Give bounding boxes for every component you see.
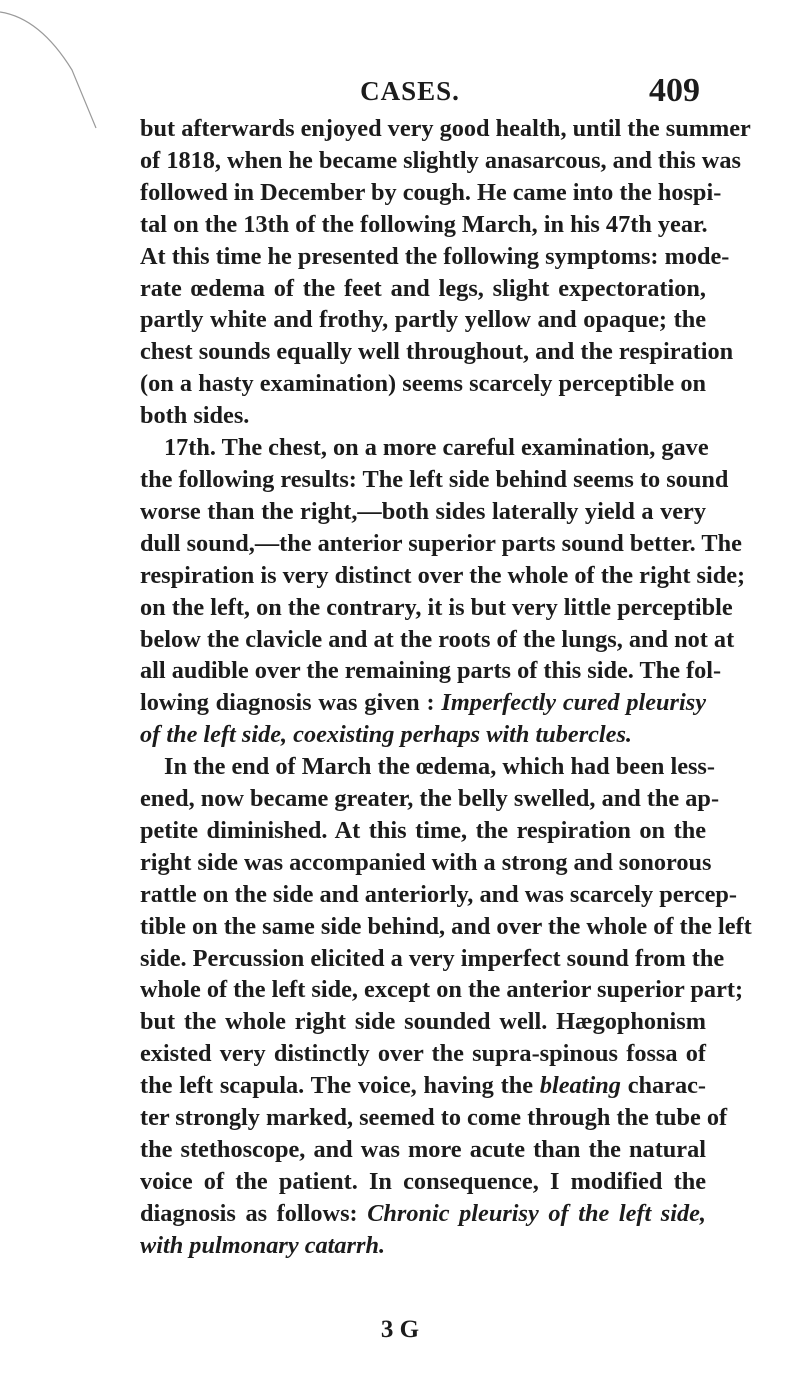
text-line: worse than the right,—both sides laterally yield a very <box>140 497 706 525</box>
running-head: CASES. <box>360 76 460 106</box>
text-line: rate œdema of the feet and legs, slight expectoration, <box>140 274 706 302</box>
diagnosis-italic: of the left side, coexisting perhaps with tubercles. <box>140 721 633 749</box>
text-line: on the left, on the contrary, it is but very little perceptible <box>140 593 733 621</box>
text-line: side. Percussion elicited a very imperfect sound from the <box>140 944 725 972</box>
text-line: In the end of March the œdema, which had been less- <box>164 753 715 781</box>
diagnosis-italic: with pulmonary catarrh. <box>140 1231 386 1259</box>
text-line: 17th. The chest, on a more careful examination, gave <box>164 434 709 462</box>
text-line: all audible over the remaining parts of this side. The fol- <box>140 657 722 685</box>
text-line <box>140 1070 706 1102</box>
text-line: respiration is very distinct over the whole of the right side; <box>140 561 746 589</box>
text-line: the following results: The left side behind seems to sound <box>140 465 729 493</box>
text-line: tible on the same side behind, and over the whole of the left <box>140 912 752 940</box>
text-line: partly white and frothy, partly yellow and opaque; the <box>140 306 706 334</box>
text-line: tal on the 13th of the following March, in his 47th year. <box>140 210 708 238</box>
text-line <box>140 1198 706 1230</box>
text-line: followed in December by cough. He came into the hospi- <box>140 178 722 206</box>
text-line: of 1818, when he became slightly anasarcous, and this was <box>140 146 741 174</box>
scan-crease-mark <box>0 0 120 130</box>
diagnosis-italic: Imperfectly cured pleurisy <box>441 689 707 717</box>
text-line: ter strongly marked, seemed to come through the tube of <box>140 1104 728 1132</box>
diagnosis-italic: Chronic pleurisy of the left side, <box>367 1199 706 1227</box>
text-line: right side was accompanied with a strong and sonorous <box>140 848 712 876</box>
text-run: diagnosis as follows: <box>140 1199 358 1227</box>
text-line: but afterwards enjoyed very good health, until the summer <box>140 115 751 142</box>
text-line: whole of the left side, except on the anterior superior part; <box>140 976 744 1004</box>
text-line: the stethoscope, and was more acute than the natural <box>140 1136 706 1163</box>
text-line: (on a hasty examination) seems scarcely perceptible on <box>140 370 706 398</box>
text-line: At this time he presented the following symptoms: mode- <box>140 242 730 270</box>
text-line: rattle on the side and anteriorly, and was scarcely percep- <box>140 880 738 908</box>
text-run: the left scapula. The voice, having the <box>140 1072 533 1100</box>
text-line: chest sounds equally well throughout, and the respiration <box>140 338 734 366</box>
text-line: voice of the patient. In consequence, I modified the <box>140 1167 706 1195</box>
text-run: lowing diagnosis was given : <box>140 689 435 717</box>
text-line <box>140 687 706 719</box>
body-text <box>140 113 752 1262</box>
text-line: dull sound,—the anterior superior parts sound better. The <box>140 529 742 557</box>
inline-italic: bleating <box>539 1072 621 1100</box>
page-number: 409 <box>649 72 700 109</box>
text-line <box>140 1230 706 1262</box>
page-header <box>140 72 700 116</box>
text-line: both sides. <box>140 402 250 430</box>
text-line: petite diminished. At this time, the respiration on the <box>140 816 706 844</box>
text-line <box>140 719 706 751</box>
text-line: below the clavicle and at the roots of the lungs, and not at <box>140 625 735 653</box>
text-line: ened, now became greater, the belly swelled, and the ap- <box>140 785 720 813</box>
signature-mark: 3 G <box>380 1316 420 1343</box>
text-line: existed very distinctly over the supra-spinous fossa of <box>140 1040 706 1068</box>
text-run: charac- <box>627 1072 706 1100</box>
text-line: but the whole right side sounded well. Hægophonism <box>140 1008 706 1036</box>
